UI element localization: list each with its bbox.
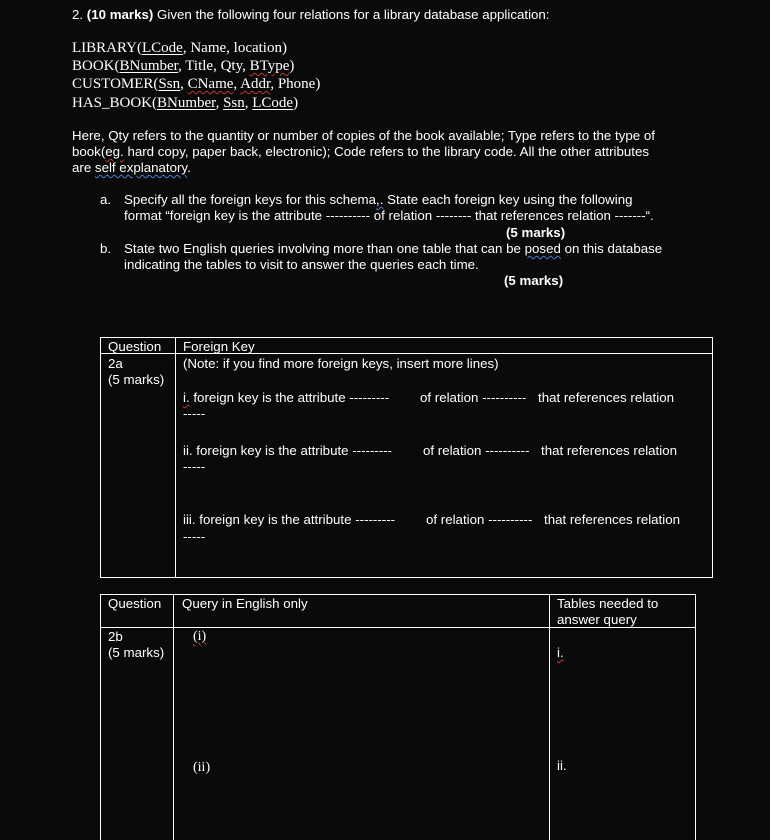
query-marker-1: (i) — [193, 629, 207, 644]
has-book-key3: LCode — [252, 95, 294, 111]
task-a-marker: a. — [100, 192, 112, 207]
table-2b-top-rule — [100, 594, 696, 595]
has-book-key2: Ssn — [223, 95, 245, 111]
table-2a-row-marks: (5 marks) — [108, 372, 165, 387]
fk-item-2-ref: that references relation — [541, 443, 678, 458]
self-explanatory: self explanatory — [94, 160, 188, 175]
table-2a-row-label: 2a — [108, 356, 123, 371]
table-2b-right-border — [695, 594, 696, 840]
table-2b-col3-header-1: Tables needed to — [557, 596, 659, 611]
table-2a-col2-header: Foreign Key — [183, 339, 255, 354]
fk-item-2-relation: of relation ---------- — [423, 443, 530, 458]
customer-addr: Addr — [240, 76, 271, 92]
table-2b-col-divider-2 — [549, 594, 550, 840]
question-header — [72, 7, 550, 22]
task-b-marker: b. — [100, 241, 112, 256]
table-2b-col2-header: Query in English only — [182, 596, 308, 611]
customer-key: Ssn — [158, 76, 181, 92]
task-b-line2: indicating the tables to visit to answer the queries each time. — [124, 257, 479, 272]
fk-item-1-relation: of relation ---------- — [420, 390, 527, 405]
fk-item-1-dashes: ----- — [183, 406, 206, 421]
tables-marker-2: ii. — [557, 758, 567, 773]
table-2b-row-marks: (5 marks) — [108, 645, 165, 660]
table-2a-note: (Note: if you find more foreign keys, insert more lines) — [183, 356, 499, 371]
task-b-line1: State two English queries involving more than one table that can be posed on this database — [124, 241, 663, 256]
relation-has-book: HAS_BOOK(BNumber, Ssn, LCode) — [72, 95, 299, 111]
fk-item-3-dashes: ----- — [183, 529, 206, 544]
relation-library: LIBRARY(LCode, Name, location) — [72, 40, 287, 56]
question-marks: (10 marks) — [86, 7, 154, 22]
customer-cname: CName — [187, 76, 234, 92]
question-intro: Given the following four relations for a library database application: — [153, 7, 550, 22]
book-key: BNumber — [119, 58, 179, 74]
task-b-marks: (5 marks) — [504, 273, 564, 288]
table-2b-col-divider-1 — [173, 594, 174, 840]
relation-book: BOOK(BNumber, Title, Qty, BType) — [72, 58, 295, 74]
relation-customer: CUSTOMER(Ssn, CName, Addr, Phone) — [72, 76, 321, 92]
table-2b-left-border — [100, 594, 101, 840]
task-a-marks: (5 marks) — [506, 225, 566, 240]
table-2b-col1-header: Question — [108, 596, 162, 611]
library-key: LCode — [142, 40, 183, 56]
table-2a-col1-header: Question — [108, 339, 162, 354]
fk-item-2-dashes: ----- — [183, 459, 206, 474]
description-line3: are self explanatory. — [72, 160, 191, 175]
description-line1: Here, Qty refers to the quantity or number of copies of the book available; Type refers to the type of — [72, 128, 655, 143]
question-number: 2. — [72, 7, 84, 22]
fk-item-1-ref: that references relation — [538, 390, 675, 405]
fk-item-3-ref: that references relation — [544, 512, 681, 527]
book-btype: BType — [249, 58, 290, 74]
fk-item-3: iii. foreign key is the attribute --------- — [183, 512, 396, 527]
tables-marker-1: i. — [557, 645, 564, 660]
table-2b-header-rule — [100, 627, 696, 628]
description-line2: book(eg. hard copy, paper back, electronic); Code refers to the library code. All the other attributes — [72, 144, 650, 159]
table-2b-row-label: 2b — [108, 629, 123, 644]
task-a-line2: format “foreign key is the attribute ---------- of relation -------- that references relation -------“. — [124, 208, 654, 223]
fk-item-3-relation: of relation ---------- — [426, 512, 533, 527]
task-a-line1: Specify all the foreign keys for this schema,. State each foreign key using the following — [124, 192, 633, 207]
has-book-key1: BNumber — [157, 95, 216, 111]
table-2b-col3-header-2: answer query — [557, 612, 637, 627]
table-2a-col-divider — [175, 337, 176, 578]
query-marker-2: (ii) — [193, 760, 211, 775]
fk-item-1: i. foreign key is the attribute --------- — [183, 390, 390, 405]
posed-word: posed — [524, 241, 561, 256]
fk-item-2: ii. foreign key is the attribute --------- — [183, 443, 393, 458]
